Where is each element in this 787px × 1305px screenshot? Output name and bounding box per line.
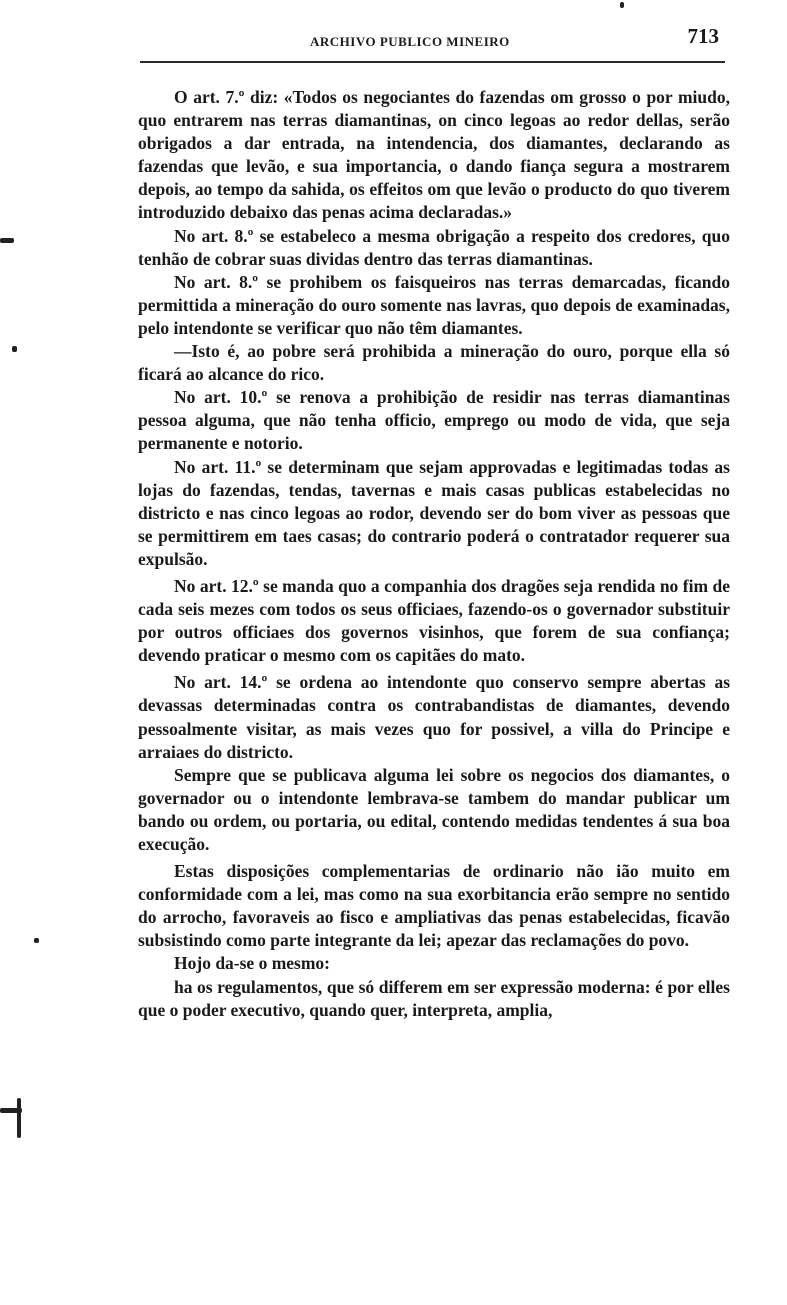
margin-mark [0, 238, 14, 243]
running-title: ARCHIVO PUBLICO MINEIRO [310, 34, 510, 49]
paragraph: No art. 8.º se estabeleco a mesma obrigação a respeito dos credores, quo tenhão de cobrar suas dividas dentro das terras diamantinas. [138, 225, 730, 269]
paragraph: No art. 8.º se prohibem os faisqueiros nas terras demarcadas, ficando permittida a mineração do ouro somente nas lavras, quo depois de examinadas, pelo intendonte se verificar quo não têm diamantes. [138, 271, 730, 338]
margin-mark [620, 2, 624, 8]
paragraph: ha os regulamentos, que só differem em ser expressão moderna: é por elles que o poder executivo, quando quer, interpreta, amplia, [138, 976, 730, 1020]
paragraph: O art. 7.º diz: «Todos os negociantes do fazendas om grosso o por miudo, quo entrarem nas terras diamantinas, on cinco legoas ao redor dellas, serão obrigados a dar entrada, na intendencia, dos diamantes, declarando as fazendas que levão, e sua importancia, o dando fiança segura a mostrarem depois, ao tempo da sahida, os effeitos om que levão o producto do quo tiverem introduzido debaixo das penas acima declaradas.» [138, 87, 730, 223]
margin-mark [12, 346, 17, 352]
paragraph: No art. 10.º se renova a prohibição de residir nas terras diamantinas pessoa alguma, que não tenha officio, emprego ou modo de vida, que seja permanente e notorio. [138, 387, 730, 454]
header-rule [140, 61, 725, 63]
paragraph: No art. 11.º se determinam que sejam approvadas e legitimadas todas as lojas do fazendas, tendas, tavernas e mais casas publicas estabelecidas no districto e nas cinco legoas ao rodor, devendo ser do bom viver as pessoas que se permittirem em taes casas; do contrario poderá o contratador requerer sua expulsão. [138, 456, 730, 569]
paragraph: No art. 14.º se ordena ao intendonte quo conservo sempre abertas as devassas determinadas contra os contrabandistas de diamantes, devendo pessoalmente visitar, as mais vezes quo for possivel, a villa do Principe e arraiaes do districto. [138, 672, 730, 762]
paragraph: Sempre que se publicava alguma lei sobre os negocios dos diamantes, o governador ou o intendonte lembrava-se tambem do mandar publicar um bando ou ordem, ou portaria, ou edital, contendo medidas tendentes á sua boa execução. [138, 764, 730, 854]
body-text [138, 86, 730, 1022]
page-number: 713 [687, 24, 719, 48]
margin-mark [34, 938, 39, 943]
paragraph: Hojo da-se o mesmo: [174, 953, 331, 974]
margin-mark [17, 1098, 21, 1138]
paragraph: Estas disposições complementarias de ordinario não ião muito em conformidade com a lei, mas como na sua exorbitancia erão sempre no sentido do arrocho, favoraveis ao fisco e ampliativas das penas estabelecidas, ficavão subsistindo como parte integrante da lei; apezar das reclamações do povo. [138, 861, 730, 951]
paragraph: No art. 12.º se manda quo a companhia dos dragões seja rendida no fim de cada seis mezes com todos os seus officiaes, fazendo-os o governador substituir por outros officiaes dos governos visinhos, que forem de sua confiança; devendo praticar o mesmo com os capitães do mato. [138, 575, 730, 666]
paragraph: —Isto é, ao pobre será prohibida a mineração do ouro, porque ella só ficará ao alcance do rico. [138, 341, 730, 385]
page-header [140, 22, 725, 62]
